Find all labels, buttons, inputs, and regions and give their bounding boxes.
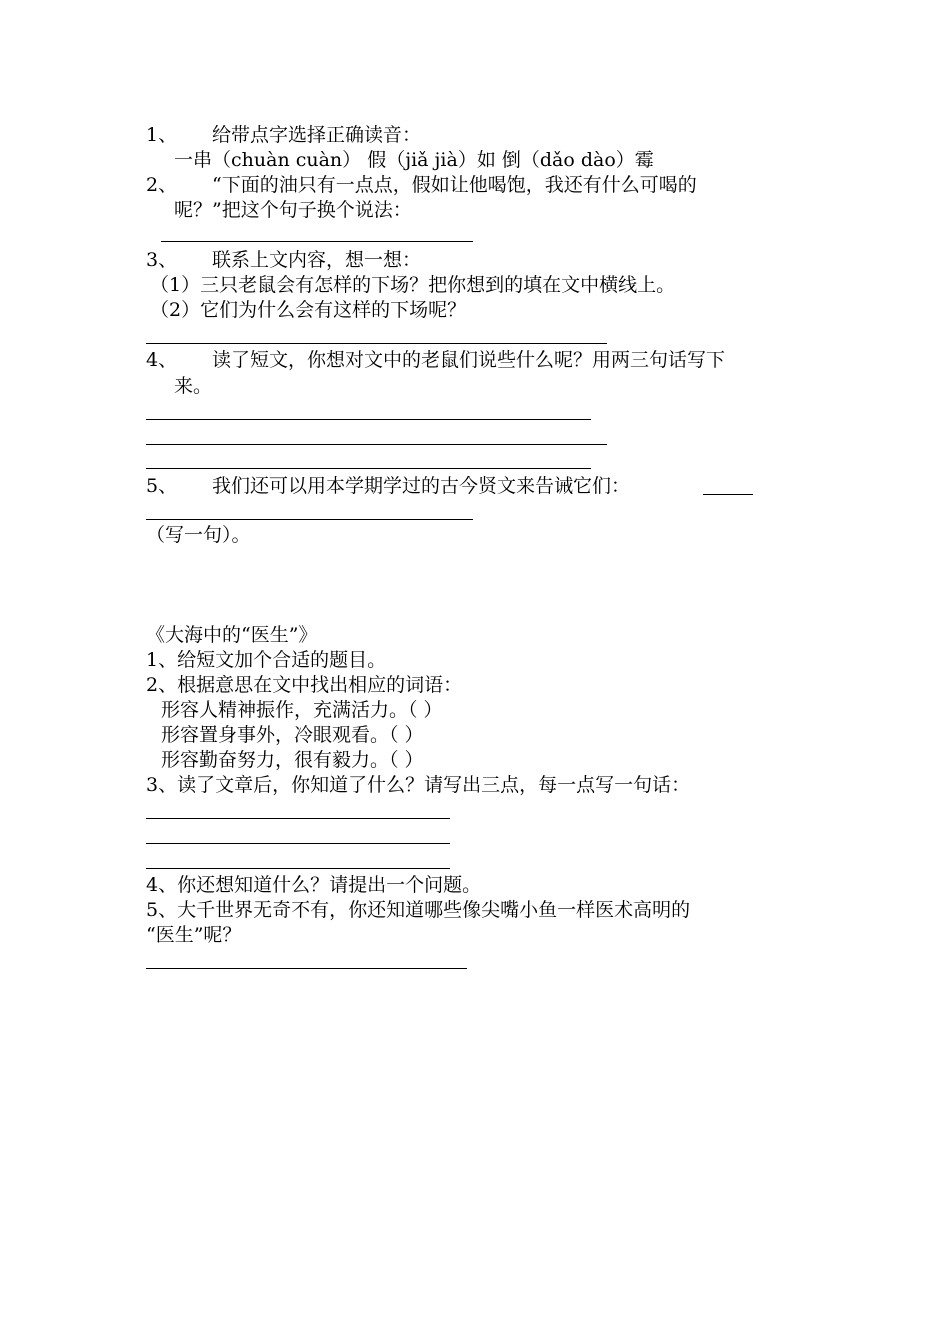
answer-line[interactable] xyxy=(146,519,473,520)
question-4 xyxy=(146,348,725,372)
question-number: 1、 xyxy=(146,124,178,146)
question-2: 2、根据意思在文中找出相应的词语： xyxy=(146,674,463,696)
pinyin-options: 一串（chuàn cuàn） 假（jiǎ jià）如 倒（dǎo dào）霉 xyxy=(174,149,654,171)
answer-line[interactable] xyxy=(146,968,467,969)
question-number: 4、 xyxy=(146,349,178,371)
answer-line[interactable] xyxy=(703,494,753,495)
question-2-item: 形容置身事外，冷眼观看。（ ） xyxy=(161,724,424,746)
question-3-part-1: （1）三只老鼠会有怎样的下场？把你想到的填在文中横线上。 xyxy=(150,274,676,296)
question-2-continued: 呢？”把这个句子换个说法： xyxy=(174,199,412,221)
answer-line[interactable] xyxy=(146,468,591,469)
answer-line[interactable] xyxy=(146,444,607,445)
question-4-continued: 来。 xyxy=(174,375,213,397)
answer-line[interactable] xyxy=(146,843,450,844)
question-5-continued: “医生”呢？ xyxy=(146,924,242,946)
question-number: 3、 xyxy=(146,249,178,271)
question-1: 1、给短文加个合适的题目。 xyxy=(146,649,387,671)
answer-line[interactable] xyxy=(161,241,473,242)
question-3-part-2: （2）它们为什么会有这样的下场呢？ xyxy=(150,299,467,321)
question-3: 3、读了文章后，你知道了什么？请写出三点，每一点写一句话： xyxy=(146,774,691,796)
question-5-tail: （写一句）。 xyxy=(146,524,251,546)
answer-line[interactable] xyxy=(146,343,607,344)
question-5 xyxy=(146,474,630,498)
question-text: 联系上文内容，想一想： xyxy=(212,249,422,271)
answer-line[interactable] xyxy=(146,868,450,869)
question-text: 我们还可以用本学期学过的古今贤文来告诫它们： xyxy=(212,475,631,497)
question-3 xyxy=(146,248,421,272)
question-2 xyxy=(146,173,697,197)
question-text: “下面的油只有一点点，假如让他喝饱，我还有什么可喝的 xyxy=(212,174,697,196)
question-5: 5、大千世界无奇不有，你还知道哪些像尖嘴小鱼一样医术高明的 xyxy=(146,899,691,921)
passage-title: 《大海中的“医生”》 xyxy=(146,624,318,646)
question-text: 给带点字选择正确读音： xyxy=(212,124,422,146)
question-4: 4、你还想知道什么？请提出一个问题。 xyxy=(146,874,482,896)
question-number: 5、 xyxy=(146,475,178,497)
question-2-item: 形容人精神振作，充满活力。（ ） xyxy=(161,699,443,721)
answer-line[interactable] xyxy=(146,419,591,420)
question-1 xyxy=(146,123,421,147)
question-text: 读了短文，你想对文中的老鼠们说些什么呢？用两三句话写下 xyxy=(212,349,726,371)
question-number: 2、 xyxy=(146,174,178,196)
answer-line[interactable] xyxy=(146,818,450,819)
question-2-item: 形容勤奋努力，很有毅力。（ ） xyxy=(161,749,424,771)
